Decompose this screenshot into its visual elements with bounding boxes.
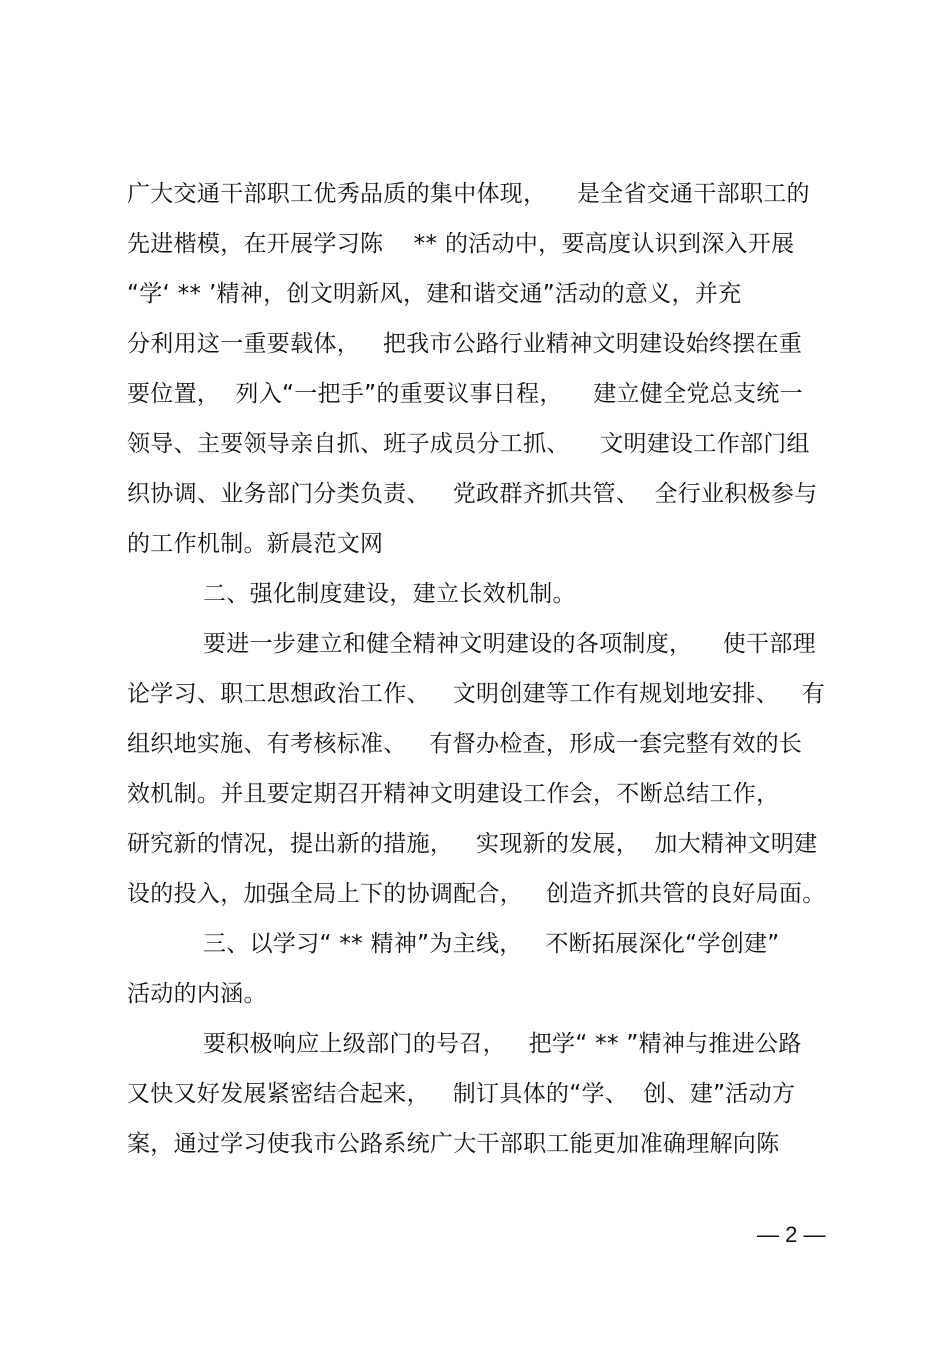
page-number: — 2 — [757,1222,826,1247]
text-line: 先进楷模，在开展学习陈 ** 的活动中，要高度认识到深入开展 [127,231,795,257]
section-heading-2: 二、强化制度建设，建立长效机制。 [203,581,576,607]
text-line: 效机制。并且要定期召开精神文明建设工作会，不断总结工作， [127,781,780,807]
text-line: 设的投入，加强全局上下的协调配合， 创造齐抓共管的良好局面。 [127,881,826,907]
text-line: 领导、主要领导亲自抓、班子成员分工抓、 文明建设工作部门组 [127,431,810,457]
text-line: 要进一步建立和健全精神文明建设的各项制度， 使干部理 [203,631,816,657]
text-line: 织协调、业务部门分类负责、 党政群齐抓共管、 全行业积极参与 [127,481,818,507]
text-line: 分利用这一重要载体， 把我市公路行业精神文明建设始终摆在重 [127,331,803,357]
text-line: 活动的内涵。 [127,981,267,1007]
text-line: “学‘ ** ’精神，创文明新风，建和谐交通”活动的意义，并充 [127,281,742,307]
text-line: 的工作机制。新晨范文网 [127,531,384,557]
text-line: 要积极响应上级部门的号召， 把学“ ** ”精神与推进公路 [203,1031,802,1057]
text-line: 组织地实施、有考核标准、 有督办检查，形成一套完整有效的长 [127,731,803,757]
text-line: 研究新的情况，提出新的措施， 实现新的发展， 加大精神文明建 [127,831,818,857]
section-heading-3: 三、以学习“ ** 精神”为主线， 不断拓展深化“学创建” [203,931,780,957]
text-line: 要位置， 列入“一把手”的重要议事日程， 建立健全党总支统一 [127,381,803,407]
text-line: 案，通过学习使我市公路系统广大干部职工能更加准确理解向陈 [127,1131,780,1157]
text-line: 又快又好发展紧密结合起来， 制订具体的“学、 创、建”活动方 [127,1081,796,1107]
text-line: 论学习、职工思想政治工作、 文明创建等工作有规划地安排、 有 [127,681,826,707]
text-line: 广大交通干部职工优秀品质的集中体现， 是全省交通干部职工的 [127,181,810,207]
